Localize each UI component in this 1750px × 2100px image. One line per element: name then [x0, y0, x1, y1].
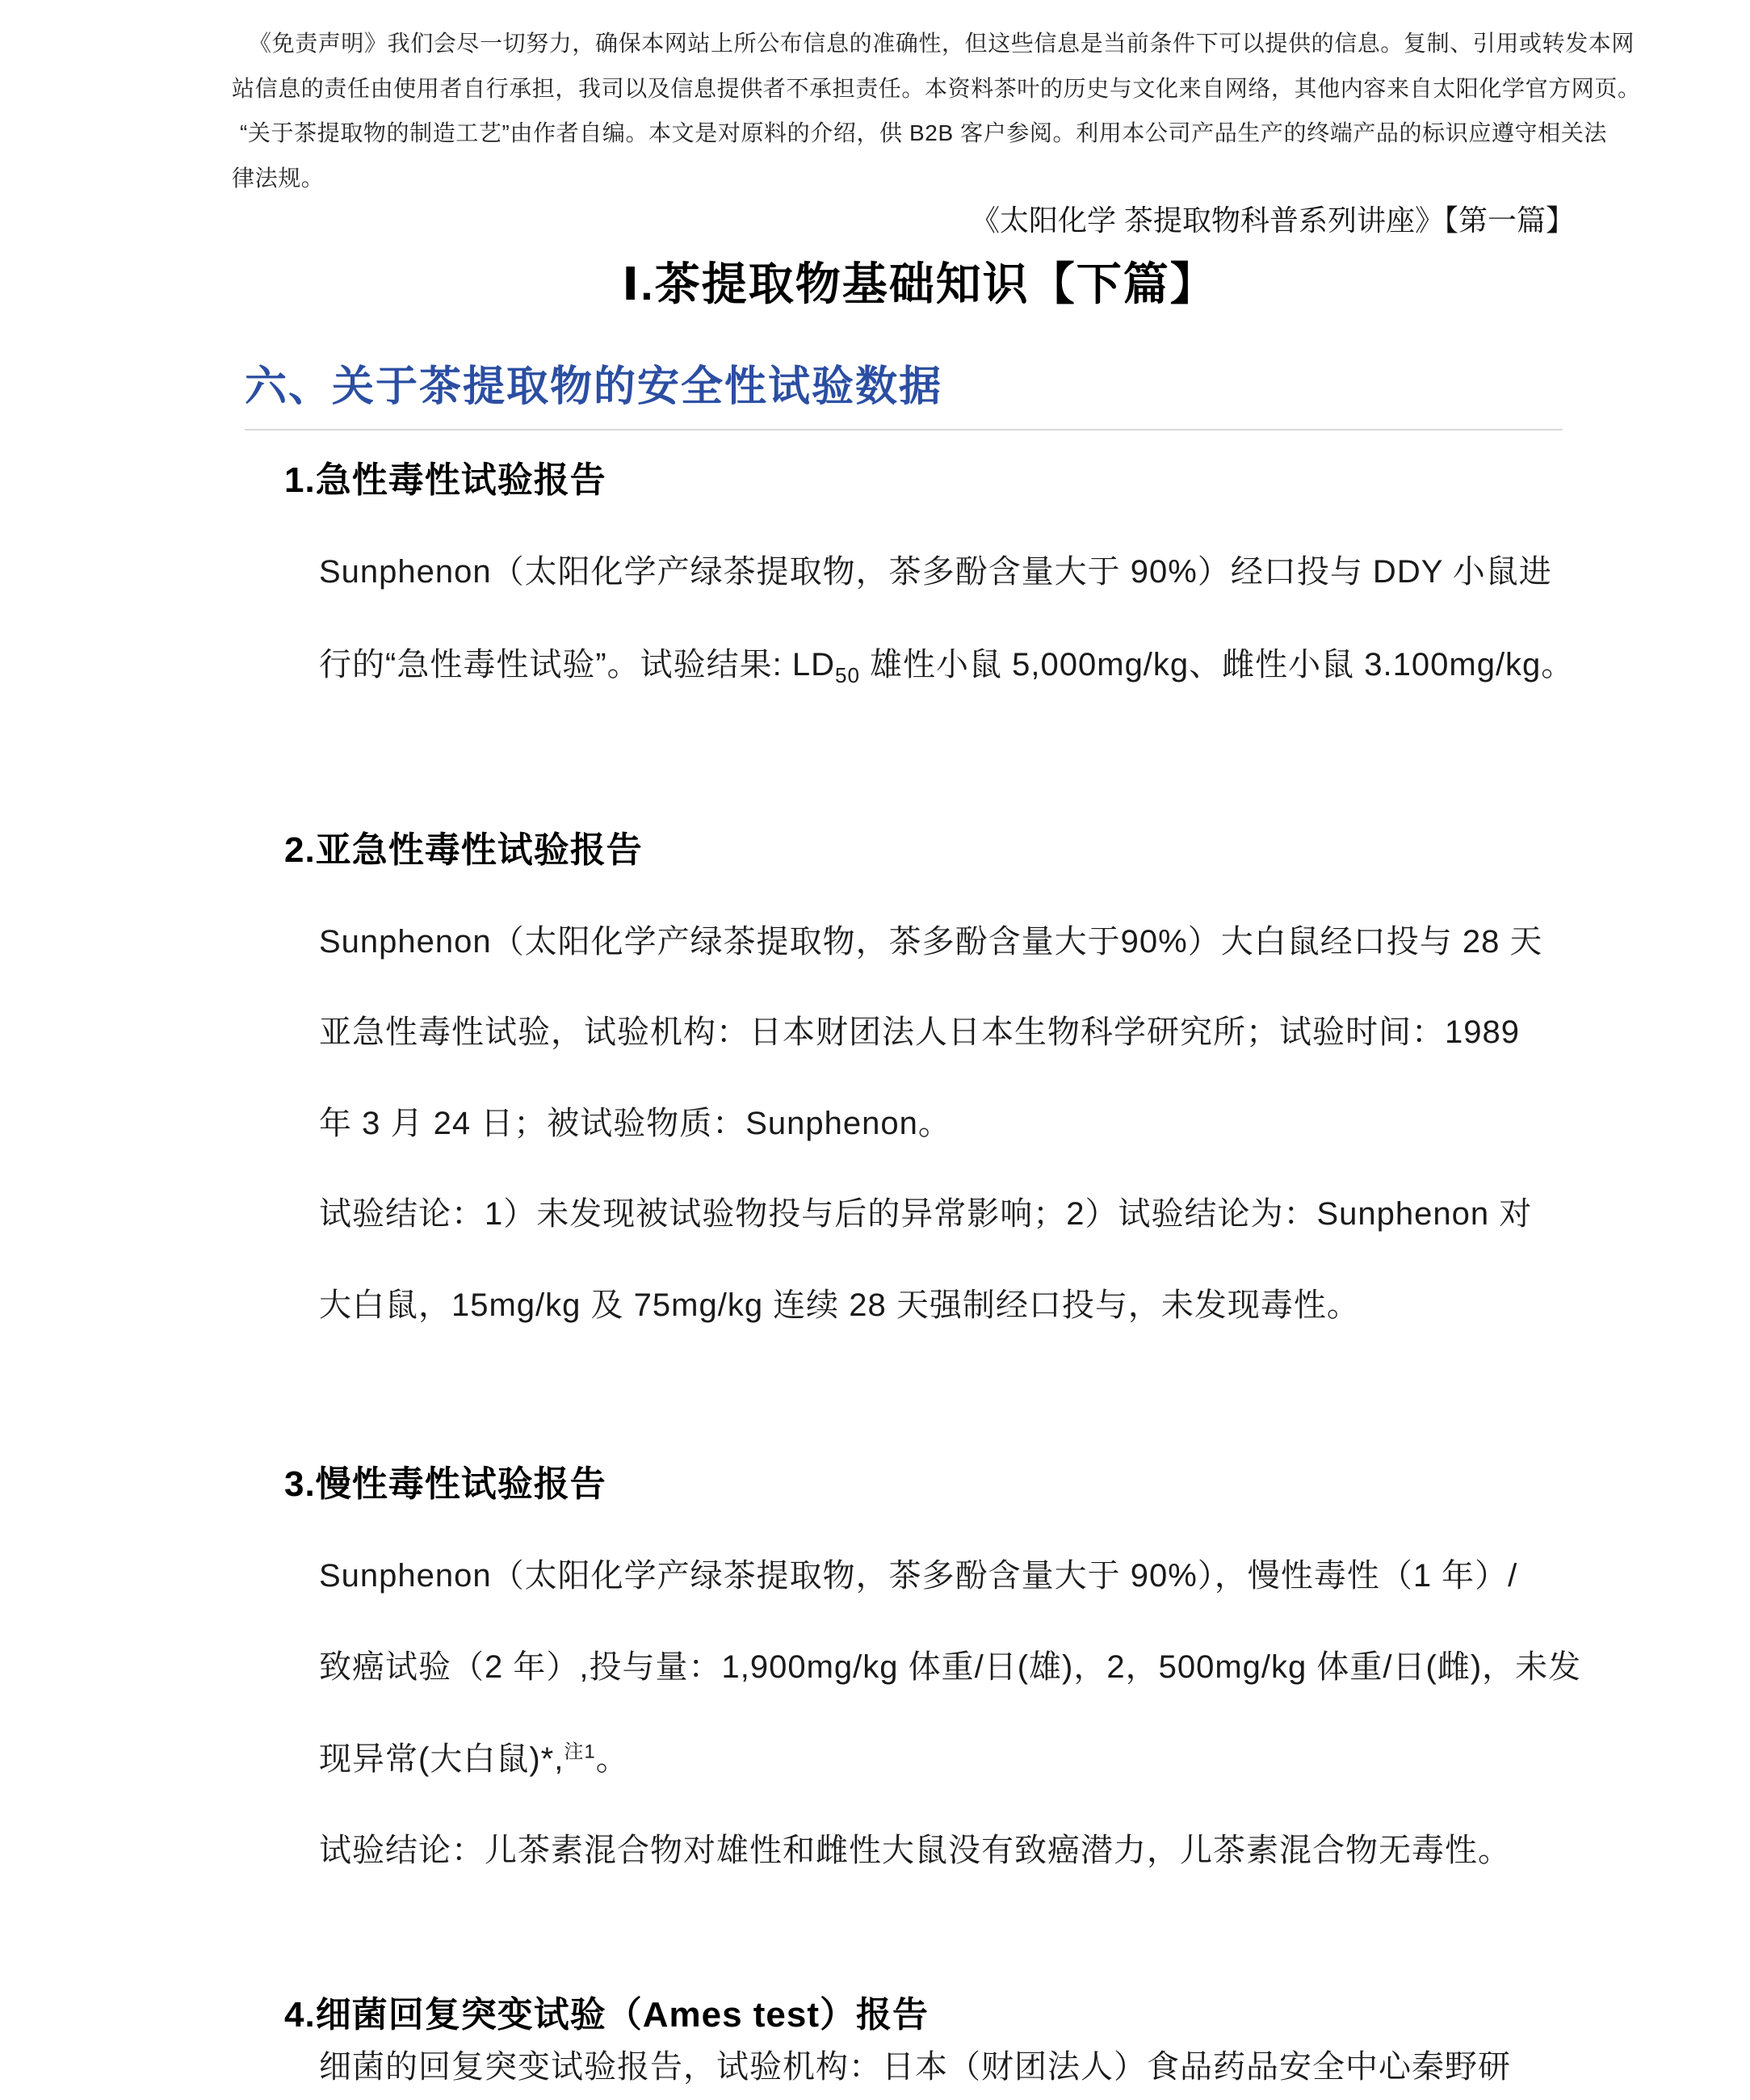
section-1-title: 1.急性毒性试验报告 [284, 460, 606, 500]
section-3-body-line: 致癌试验（2 年）,投与量：1,900mg/kg 体重/日(雄)，2，500mg/kg 体重/日(雌)，未发 [319, 1649, 1582, 1685]
section-1-result-line [319, 646, 1575, 687]
section-heading: 六、关于茶提取物的安全性试验数据 [245, 363, 943, 410]
section-3-note-line [319, 1741, 629, 1778]
note-text-pre: 现异常(大白鼠)*, [319, 1741, 564, 1777]
disclaimer-line: 站信息的责任由使用者自行承担，我司以及信息提供者不承担责任。本资料茶叶的历史与文化来自网络，其他内容来自太阳化学官方网页。 [232, 76, 1641, 101]
section-4-body-line: 细菌的回复突变试验报告，试验机构：日本（财团法人）食品药品安全中心秦野研 [319, 2049, 1511, 2085]
note-1-superscript: 注1 [564, 1741, 596, 1763]
section-1-body-line: Sunphenon（太阳化学产绿茶提取物，茶多酚含量大于 90%）经口投与 DDY 小鼠进 [319, 554, 1552, 590]
section-2-conclusion-line: 大白鼠，15mg/kg 及 75mg/kg 连续 28 天强制经口投与，未发现毒性。 [319, 1287, 1360, 1323]
result-text-pre: 行的“急性毒性试验”。试验结果: LD [319, 647, 835, 682]
section-3-body-line: Sunphenon（太阳化学产绿茶提取物，茶多酚含量大于 90%），慢性毒性（1 年）/ [319, 1558, 1518, 1594]
section-2-body-line: 年 3 月 24 日；被试验物质：Sunphenon。 [319, 1106, 951, 1141]
section-3-conclusion-line: 试验结论：儿茶素混合物对雄性和雌性大鼠没有致癌潜力，儿茶素混合物无毒性。 [319, 1833, 1511, 1868]
disclaimer-line: 律法规。 [232, 166, 325, 191]
disclaimer-line: 《免责声明》我们会尽一切努力，确保本网站上所公布信息的准确性，但这些信息是当前条件下可以提供的信息。复制、引用或转发本网 [249, 31, 1635, 56]
series-title: 《太阳化学 茶提取物科普系列讲座》【第一篇】 [970, 204, 1575, 237]
page-title: Ⅰ.茶提取物基础知识【下篇】 [622, 258, 1217, 309]
result-text-post: 雄性小鼠 5,000mg/kg、雌性小鼠 3.100mg/kg。 [859, 647, 1575, 682]
section-2-conclusion-line: 试验结论：1）未发现被试验物投与后的异常影响；2）试验结论为：Sunphenon 对 [319, 1196, 1533, 1232]
section-2-body-line: Sunphenon（太阳化学产绿茶提取物，茶多酚含量大于90%）大白鼠经口投与 28 天 [319, 924, 1543, 960]
section-divider [245, 429, 1563, 430]
note-text-post: 。 [595, 1741, 629, 1777]
ld50-subscript: 50 [835, 663, 860, 687]
section-2-body-line: 亚急性毒性试验，试验机构：日本财团法人日本生物科学研究所；试验时间：1989 [319, 1014, 1520, 1050]
section-4-title: 4.细菌回复突变试验（Ames test）报告 [284, 1995, 930, 2035]
disclaimer-line: “关于茶提取物的制造工艺”由作者自编。本文是对原料的介绍，供 B2B 客户参阅。利用本公司产品生产的终端产品的标识应遵守相关法 [240, 120, 1607, 145]
section-2-title: 2.亚急性毒性试验报告 [284, 830, 643, 870]
section-3-title: 3.慢性毒性试验报告 [284, 1464, 606, 1504]
